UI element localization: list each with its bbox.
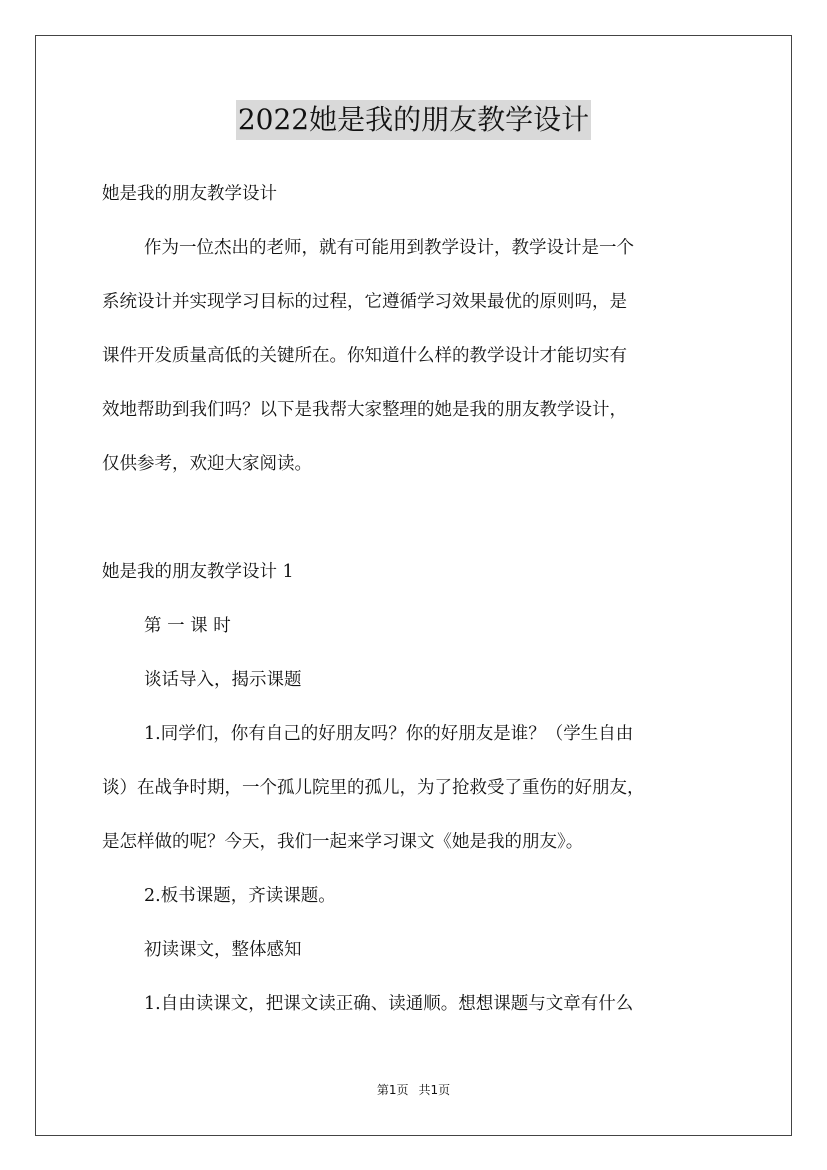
- paragraph-line: 作为一位杰出的老师，就有可能用到教学设计，教学设计是一个: [144, 238, 634, 258]
- page-footer: [0, 1080, 827, 1100]
- paragraph-line: 系统设计并实现学习目标的过程，它遵循学习效果最优的原则吗，是: [102, 292, 627, 312]
- paragraph-line: 1.同学们，你有自己的好朋友吗？你的好朋友是谁？（学生自由: [144, 724, 634, 744]
- section-heading: 她是我的朋友教学设计 1: [102, 562, 294, 582]
- page-number: 第1页: [376, 1083, 409, 1097]
- paragraph-line: 是怎样做的呢？今天，我们一起来学习课文《她是我的朋友》。: [102, 832, 584, 852]
- paragraph-line: 谈）在战争时期，一个孤儿院里的孤儿，为了抢救受了重伤的好朋友，: [102, 778, 645, 798]
- subsection-heading: 谈话导入，揭示课题: [144, 670, 302, 690]
- document-title: 2022她是我的朋友教学设计: [236, 100, 591, 140]
- subsection-heading: 初读课文，整体感知: [144, 940, 302, 960]
- paragraph-line: 1.自由读课文，把课文读正确、读通顺。想想课题与文章有什么: [144, 994, 634, 1014]
- paragraph-line: 2.板书课题，齐读课题。: [144, 886, 336, 906]
- paragraph-line: 效地帮助到我们吗？以下是我帮大家整理的她是我的朋友教学设计，: [102, 400, 627, 420]
- paragraph-line: 仅供参考，欢迎大家阅读。: [102, 454, 312, 474]
- lesson-period-heading: 第 一 课 时: [144, 616, 231, 636]
- section-heading: 她是我的朋友教学设计: [102, 184, 277, 204]
- title-container: [0, 100, 827, 140]
- page-total: 共1页: [418, 1083, 451, 1097]
- paragraph-line: 课件开发质量高低的关键所在。你知道什么样的教学设计才能切实有: [102, 346, 627, 366]
